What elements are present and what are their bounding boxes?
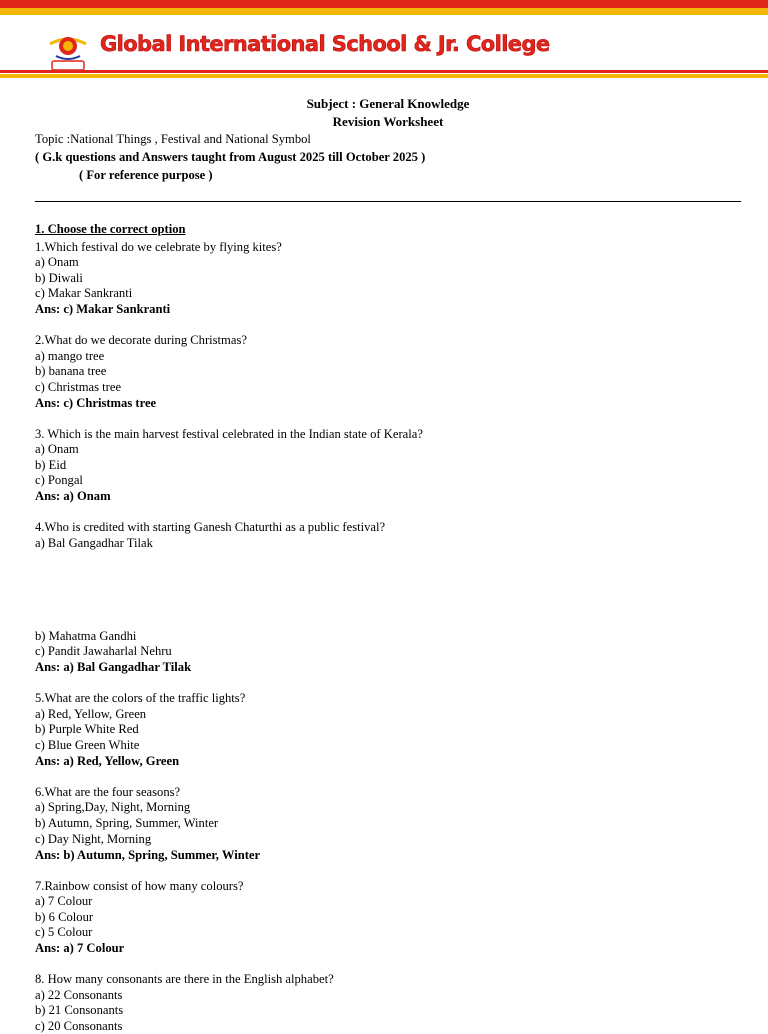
- question-text: 5.What are the colors of the traffic lights?: [35, 691, 246, 705]
- answer-text: Ans: a) Red, Yellow, Green: [35, 754, 180, 768]
- answer-text: Ans: c) Makar Sankranti: [35, 302, 171, 316]
- worksheet-title: Revision Worksheet: [332, 114, 444, 129]
- question-text: 2.What do we decorate during Christmas?: [35, 333, 247, 347]
- option-item: c) Pongal: [35, 473, 83, 487]
- purpose-note: ( For reference purpose ): [79, 168, 213, 182]
- option-item: a) Onam: [35, 442, 79, 456]
- option-item: c) 5 Colour: [35, 925, 93, 939]
- option-item: b) 21 Consonants: [35, 1003, 124, 1017]
- option-item: c) Christmas tree: [35, 380, 122, 394]
- option-item: a) 22 Consonants: [35, 988, 123, 1002]
- option-item: c) Makar Sankranti: [35, 286, 133, 300]
- separator-line: [35, 201, 741, 202]
- option-item: c) Blue Green White: [35, 738, 140, 752]
- top-yellow-stripe: [0, 8, 768, 15]
- question-text: 7.Rainbow consist of how many colours?: [35, 879, 244, 893]
- question-text: 8. How many consonants are there in the English alphabet?: [35, 972, 334, 986]
- school-name: Global International School & Jr. College: [100, 32, 550, 56]
- option-item: c) Day Night, Morning: [35, 832, 152, 846]
- answer-text: Ans: c) Christmas tree: [35, 396, 157, 410]
- header-divider: [0, 70, 768, 80]
- option-item: c) Pandit Jawaharlal Nehru: [35, 644, 172, 658]
- answer-text: Ans: a) Bal Gangadhar Tilak: [35, 660, 192, 674]
- school-header: [0, 28, 768, 72]
- option-item: a) Spring,Day, Night, Morning: [35, 800, 191, 814]
- question-text: 3. Which is the main harvest festival celebrated in the Indian state of Kerala?: [35, 427, 423, 441]
- answer-text: Ans: a) 7 Colour: [35, 941, 125, 955]
- option-item: b) Mahatma Gandhi: [35, 629, 137, 643]
- option-item: b) Eid: [35, 458, 67, 472]
- option-item: b) 6 Colour: [35, 910, 94, 924]
- option-item: a) Bal Gangadhar Tilak: [35, 536, 153, 550]
- question-text: 4.Who is credited with starting Ganesh Chaturthi as a public festival?: [35, 520, 386, 534]
- option-item: b) Purple White Red: [35, 722, 139, 736]
- topic-line: Topic :National Things , Festival and National Symbol: [35, 132, 311, 146]
- option-item: b) banana tree: [35, 364, 107, 378]
- period-note: ( G.k questions and Answers taught from August 2025 till October 2025 ): [35, 150, 426, 164]
- option-item: b) Autumn, Spring, Summer, Winter: [35, 816, 219, 830]
- option-item: a) mango tree: [35, 349, 105, 363]
- top-red-stripe: [0, 0, 768, 8]
- top-color-band: [0, 0, 768, 16]
- school-logo-icon: [46, 32, 90, 72]
- question-text: 6.What are the four seasons?: [35, 785, 181, 799]
- option-item: a) 7 Colour: [35, 894, 93, 908]
- answer-text: Ans: a) Onam: [35, 489, 111, 503]
- section-heading: 1. Choose the correct option: [35, 222, 186, 236]
- option-item: a) Onam: [35, 255, 79, 269]
- question-text: 1.Which festival do we celebrate by flying kites?: [35, 240, 282, 254]
- option-item: a) Red, Yellow, Green: [35, 707, 147, 721]
- subject-title: Subject : General Knowledge: [306, 96, 470, 111]
- option-item: c) 20 Consonants: [35, 1019, 123, 1033]
- answer-text: Ans: b) Autumn, Spring, Summer, Winter: [35, 848, 261, 862]
- option-item: b) Diwali: [35, 271, 83, 285]
